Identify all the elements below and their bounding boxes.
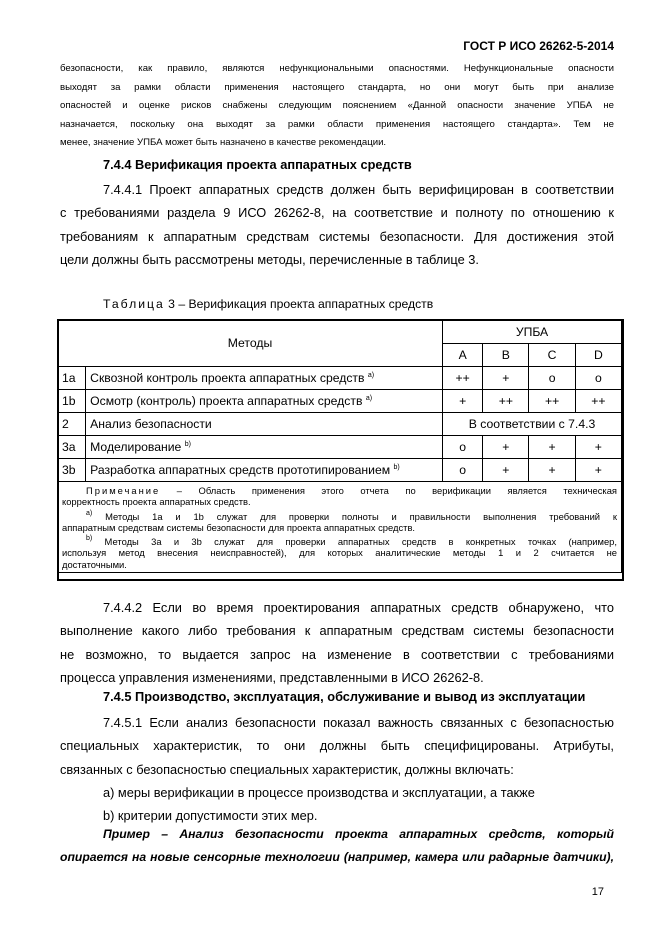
paragraph-line: связанных с безопасностью специальных характеристик, должны включать:: [60, 761, 514, 777]
value-cell: o: [575, 367, 621, 390]
footnote-mark: b): [393, 464, 400, 471]
table-row: [58, 413, 622, 436]
method-name: Анализ безопасности: [90, 417, 212, 431]
paragraph-line: 7.4.4.1 Проект аппаратных средств должен быть верифицирован в соответствии: [103, 182, 614, 197]
value-cell: +: [529, 459, 575, 482]
paragraph-line: цели должны быть рассмотрены методы, перечисленные в таблице 3.: [60, 251, 479, 267]
table-note: [58, 482, 622, 573]
row-number: 2: [58, 413, 86, 436]
table-row: [58, 390, 622, 413]
upba-header: УПБА: [443, 320, 622, 344]
table-row: [58, 436, 622, 459]
footnote-a-cont: аппаратным средствам системы безопасности для проекта аппаратных средств.: [62, 521, 416, 533]
paragraph-7-4-4-2: [60, 596, 614, 689]
value-cell: o: [443, 436, 483, 459]
value-cell: +: [483, 367, 529, 390]
footnote-b-end: достаточными.: [62, 558, 127, 570]
level-header: C: [529, 344, 575, 367]
value-cell: +: [483, 459, 529, 482]
example-line: опирается на новые сенсорные технологии (например, камера или радарные датчики),: [60, 850, 614, 864]
paragraph-line: с требованиями раздела 9 ИСО 26262-8, на соответствие и полноту по отношению к: [60, 205, 614, 221]
row-number: 1b: [58, 390, 86, 413]
intro-line: назначается, поскольку она выходят за рамки области применения настоящего стандарта». Тем не: [60, 118, 614, 130]
method-cell: [86, 390, 443, 413]
value-cell: +: [529, 436, 575, 459]
intro-paragraph: [60, 60, 614, 153]
method-name: Моделирование: [90, 440, 182, 454]
paragraph-line: 7.4.4.2 Если во время проектирования аппаратных средств обнаружено, что: [103, 600, 614, 615]
value-cell: o: [443, 459, 483, 482]
level-header: B: [483, 344, 529, 367]
table-caption-title: 3 – Верификация проекта аппаратных средств: [164, 297, 434, 311]
footnote-mark: a): [365, 395, 373, 402]
list-item-a: a) меры верификации в процессе производства и эксплуатации, а также: [103, 784, 535, 800]
footnote-mark: a): [367, 372, 375, 379]
method-name: Осмотр (контроль) проекта аппаратных средств: [90, 394, 363, 408]
value-cell: o: [529, 367, 575, 390]
level-header: A: [443, 344, 483, 367]
verification-table: [57, 319, 622, 573]
method-cell: [86, 459, 443, 482]
list-item-b: b) критерии допустимости этих мер.: [103, 808, 318, 824]
value-cell: +: [575, 459, 621, 482]
merged-value-cell: В соответствии с 7.4.3: [443, 413, 622, 436]
paragraph-line: 7.4.5.1 Если анализ безопасности показал важность связанных с безопасностью: [103, 715, 614, 730]
level-header: D: [575, 344, 621, 367]
value-cell: +: [575, 436, 621, 459]
intro-line: безопасности, как правило, являются нефункциональными опасностями. Нефункциональные опасности: [60, 63, 614, 74]
value-cell: ++: [529, 390, 575, 413]
intro-line: опасностей и оценке рисков снабжены следующим пояснением «Данной опасности значение УПБА не: [60, 100, 614, 111]
method-cell: [86, 413, 443, 436]
methods-header: Методы: [58, 320, 443, 367]
table-row: [58, 367, 622, 390]
method-cell: [86, 436, 443, 459]
method-name: Сквозной контроль проекта аппаратных средств: [90, 371, 365, 385]
page-number: 17: [591, 886, 604, 898]
note-line: Примечание – Область применения этого отчета по верификации является техническая: [86, 485, 617, 496]
method-name: Разработка аппаратных средств прототипированием: [90, 463, 391, 477]
example-line: Пример – Анализ безопасности проекта аппаратных средств, который: [103, 827, 614, 841]
paragraph-line: выполнение какого либо требования к аппаратным средствам системы безопасности: [60, 623, 614, 639]
row-number: 3a: [58, 436, 86, 459]
footnote-b-cont: используя метод внесения неисправностей), для которых аналитические методы 1 и 2 считается не: [62, 547, 617, 559]
note-label: Примечание: [86, 485, 161, 496]
table-caption: [103, 297, 433, 311]
value-cell: ++: [443, 367, 483, 390]
table-caption-label: Таблица: [103, 297, 165, 311]
section-heading-7-4-5: 7.4.5 Производство, эксплуатация, обслуживание и вывод из эксплуатации: [103, 689, 586, 704]
table-note-row: [58, 482, 622, 573]
intro-line: выходят за рамки области применения настоящего стандарта, но они могут быть при анализе: [60, 81, 614, 93]
paragraph-line: не возможно, то выдается запрос на изменение в соответствии с требованиями: [60, 646, 614, 662]
footnote-a: $^{a)}$ Методы 1a и 1b служат для проверки полноты и правильности выполнения требований к: [86, 509, 617, 522]
row-number: 1a: [58, 367, 86, 390]
method-cell: [86, 367, 443, 390]
footnote-mark: b): [184, 441, 191, 448]
value-cell: +: [443, 390, 483, 413]
example-block: [60, 823, 614, 869]
paragraph-7-4-5-1: [60, 711, 614, 827]
paragraph-line: требованиям к аппаратным средствам системы безопасности. Для достижения этой: [60, 228, 614, 244]
table-row: [58, 459, 622, 482]
intro-line: менее, значение УПБА может быть назначено в качестве рекомендации.: [60, 137, 387, 148]
value-cell: ++: [575, 390, 621, 413]
row-number: 3b: [58, 459, 86, 482]
paragraph-line: процесса управления изменениями, представленными в ИСО 26262-8.: [60, 669, 484, 685]
value-cell: ++: [483, 390, 529, 413]
footnote-b: $^{b)}$ Методы 3a и 3b служат для проверки аппаратных средств в конкретных точках (например,: [86, 535, 617, 548]
value-cell: +: [483, 436, 529, 459]
note-line: корректность проекта аппаратных средств.: [62, 496, 251, 508]
document-header: ГОСТ Р ИСО 26262-5-2014: [463, 39, 614, 53]
section-heading-7-4-4: 7.4.4 Верификация проекта аппаратных средств: [103, 157, 412, 172]
paragraph-line: специальных характеристик, то они должны быть специфицированы. Атрибуты,: [60, 738, 614, 754]
paragraph-7-4-4-1: [60, 178, 614, 271]
